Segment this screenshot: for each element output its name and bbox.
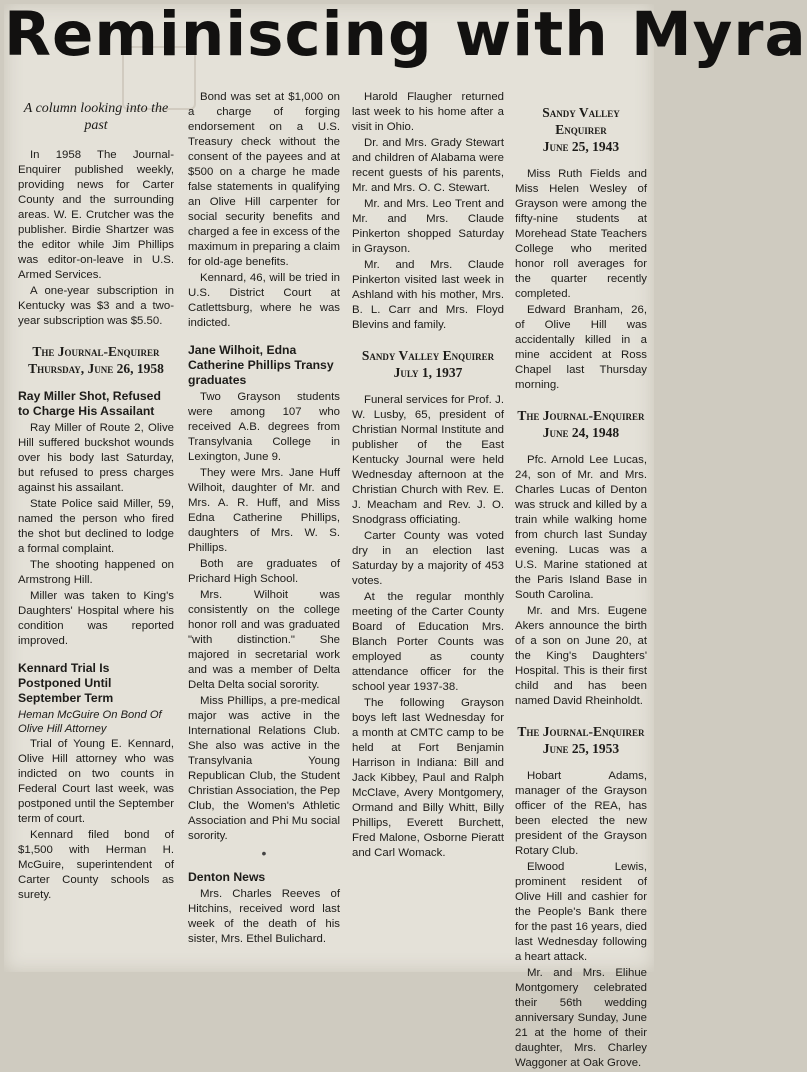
column-3 xyxy=(352,90,504,862)
article-paragraph: Mr. and Mrs. Claude Pinkerton visited last week in Ashland with his mother, Mrs. B. L. Carr and Mrs. Floyd Blevins and family. xyxy=(352,259,504,331)
dateline-date: June 25, 1943 xyxy=(542,139,620,154)
dateline-publication: The Journal-Enquirer xyxy=(517,724,645,739)
column-kicker: A column looking into the past xyxy=(23,101,169,133)
column-4 xyxy=(515,90,647,1072)
article-paragraph: Miss Ruth Fields and Miss Helen Wesley of Grayson were among the fifty-nine students at Morehead State Teachers College who merited honor roll averages for the quarter recently completed. xyxy=(515,168,647,300)
article-headline: Denton News xyxy=(188,870,266,884)
article-paragraph: Both are graduates of Prichard High School. xyxy=(188,558,340,585)
article-paragraph: Harold Flaugher returned last week to his home after a visit in Ohio. xyxy=(352,91,504,133)
article-paragraph: Ray Miller of Route 2, Olive Hill suffered buckshot wounds over his body last Saturday, but refused to press charges against his assailant. xyxy=(18,422,174,494)
article-paragraph: Elwood Lewis, prominent resident of Olive Hill and cashier for the People's Bank there for the past 16 years, died last Wednesday following a heart attack. xyxy=(515,861,647,963)
article-paragraph: The following Grayson boys left last Wednesday for a month at CMTC camp to be held at Fort Benjamin Harrison in Indiana: Bill and Jack Kibbey, Paul and Ralph McClave, Avery Montgomery, Ormand and Billy Whitt, Billy Phillips, Everett Burchett, Fred Malone, Osborne Pieratt and Carl Womack. xyxy=(352,697,504,859)
dateline xyxy=(18,343,174,377)
column-2 xyxy=(188,90,340,948)
article-paragraph: In 1958 The Journal-Enquirer published weekly, providing news for Carter County and the surrounding areas. W. E. Crutcher was the publisher. Birdie Shartzer was the editor while Jim Phillips was editor-on-leave in U.S. Armed Services. xyxy=(18,149,174,281)
article-paragraph: Mrs. Charles Reeves of Hitchins, received word last week of the death of his sister, Mrs. Ethel Bulichard. xyxy=(188,888,340,945)
dateline-publication: The Journal-Enquirer xyxy=(517,408,645,423)
dateline-date: June 24, 1948 xyxy=(542,425,620,440)
article-paragraph: Mr. and Mrs. Leo Trent and Mr. and Mrs. Claude Pinkerton shopped Saturday in Grayson. xyxy=(352,198,504,255)
dateline xyxy=(515,104,647,155)
dateline-date: June 25, 1953 xyxy=(542,741,620,756)
column-masthead: Reminiscing with Myra xyxy=(4,0,807,70)
article-headline: Ray Miller Shot, Refused to Charge His Assailant xyxy=(18,389,161,418)
dateline xyxy=(515,407,647,441)
article-paragraph: Carter County was voted dry in an election last Saturday by a majority of 453 votes. xyxy=(352,530,504,587)
separator-dot: • xyxy=(261,845,267,861)
article-paragraph: Funeral services for Prof. J. W. Lusby, 65, president of Christian Normal Institute and publisher of the East Kentucky Journal were held Wednesday afternoon at the Christian Church with Rev. E. J. Meacham and Rev. J. O. Snodgrass officiating. xyxy=(352,394,504,526)
article-paragraph: Edward Branham, 26, of Olive Hill was accidentally killed in a mine accident at Ross Chapel last Thursday morning. xyxy=(515,304,647,391)
article-paragraph: Mrs. Wilhoit was consistently on the college honor roll and was graduated "with distinction." She majored in secretarial work and was a member of Delta Delta Delta social sorority. xyxy=(188,589,340,691)
article-paragraph: Mr. and Mrs. Eugene Akers announce the birth of a son on June 20, at the King's Daughters' Hospital. This is their first child and has been named David Rheinholdt. xyxy=(515,605,647,707)
article-paragraph: State Police said Miller, 59, named the person who fired the shot but declined to lodge a formal complaint. xyxy=(18,498,174,555)
article-paragraph: Kennard filed bond of $1,500 with Herman H. McGuire, superintendent of Carter County schools as surety. xyxy=(18,829,174,901)
dateline xyxy=(515,723,647,757)
article-paragraph: Hobart Adams, manager of the Grayson officer of the REA, has been elected the new president of the Grayson Rotary Club. xyxy=(515,770,647,857)
dateline-date: July 1, 1937 xyxy=(393,365,463,380)
article-paragraph: Mr. and Mrs. Elihue Montgomery celebrated their 56th wedding anniversary Sunday, June 21 at the home of their daughter, Mrs. Charley Waggoner at Oak Grove. xyxy=(515,967,647,1069)
article-paragraph: Two Grayson students were among 107 who received A.B. degrees from Transylvania College in Lexington, June 9. xyxy=(188,391,340,463)
article-paragraph: Bond was set at $1,000 on a charge of forging endorsement on a U.S. Treasury check without the consent of the payees and at $500 on a charge he made false statements in qualifying an Olive Hill carpenter for social security benefits and charged a fee in excess of the maximum in preparing a claim for old-age benefits. xyxy=(188,91,340,268)
article-columns xyxy=(4,90,654,1069)
article-paragraph: Miss Phillips, a pre-medical major was active in the International Relations Club. She also was active in the Transylvania Young Republican Club, the Student Christian Association, the Pep Club, the Women's Athletic Association and Phi Mu social sorority. xyxy=(188,695,340,842)
article-paragraph: A one-year subscription in Kentucky was $3 and a two-year subscription was $5.50. xyxy=(18,285,174,327)
article-paragraph: Kennard, 46, will be tried in U.S. District Court at Catlettsburg, where he was indicted. xyxy=(188,272,340,329)
dateline-publication: Sandy Valley Enquirer xyxy=(361,348,495,363)
dateline-publication: Sandy Valley Enquirer xyxy=(542,105,620,137)
article-paragraph: The shooting happened on Armstrong Hill. xyxy=(18,559,174,586)
article-paragraph: Dr. and Mrs. Grady Stewart and children of Alabama were recent guests of his parents, Mr. and Mrs. O. C. Stewart. xyxy=(352,137,504,194)
article-paragraph: They were Mrs. Jane Huff Wilhoit, daughter of Mr. and Mrs. A. R. Huff, and Miss Edna Catherine Phillips, daughters of Mrs. W. S. Phillips. xyxy=(188,467,340,554)
article-deck: Heman McGuire On Bond Of Olive Hill Attorney xyxy=(18,709,162,735)
article-paragraph: Miller was taken to King's Daughters' Hospital where his condition was reported improved. xyxy=(18,590,174,647)
article-paragraph: At the regular monthly meeting of the Carter County Board of Education Mrs. Blanch Porter Counts was employed as county attendance officer for the school year 1937-38. xyxy=(352,591,504,693)
article-paragraph: Pfc. Arnold Lee Lucas, 24, son of Mr. and Mrs. Charles Lucas of Denton was struck and killed by a train while walking home from church last Sunday evening. Lucas was a U.S. Marine stationed at the Paris Island Base in South Carolina. xyxy=(515,454,647,601)
dateline xyxy=(352,347,504,381)
newspaper-clipping xyxy=(4,0,807,1069)
article-paragraph: Trial of Young E. Kennard, Olive Hill attorney who was indicted on two counts in Federal Court last week, was postponed until the September term of court. xyxy=(18,738,174,825)
article-headline: Kennard Trial Is Postponed Until September Term xyxy=(18,661,114,705)
dateline-publication: The Journal-Enquirer xyxy=(32,344,160,359)
column-1 xyxy=(18,90,174,904)
article-headline: Jane Wilhoit, Edna Catherine Phillips Transy graduates xyxy=(188,343,334,387)
dateline-date: Thursday, June 26, 1958 xyxy=(28,361,164,376)
